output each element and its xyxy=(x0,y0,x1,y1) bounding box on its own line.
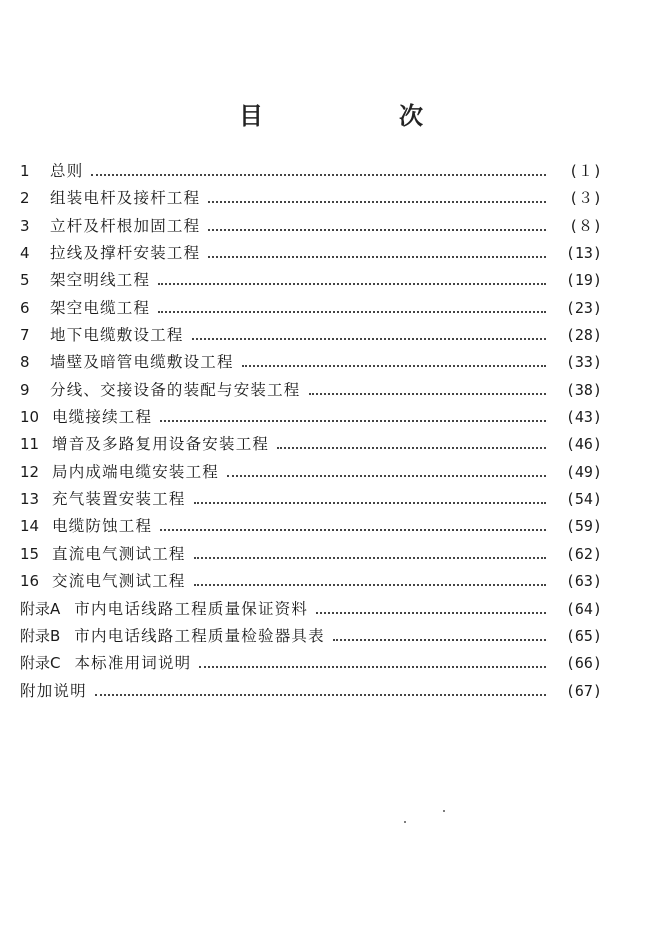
toc-entry-appendix-c[interactable] xyxy=(20,650,602,677)
toc-entry-title: 附加说明 xyxy=(20,681,87,700)
toc-entry-number: 14 xyxy=(20,517,40,536)
dot-leader xyxy=(194,556,546,559)
toc-entry-page: (38) xyxy=(565,380,602,399)
toc-entry-number: 8 xyxy=(20,353,30,372)
toc-entry-title: 电缆接续工程 xyxy=(52,408,153,427)
toc-entry-16[interactable] xyxy=(20,568,602,595)
toc-entry-title: 地下电缆敷设工程 xyxy=(50,326,184,345)
toc-entry-title: 架空明线工程 xyxy=(50,271,151,290)
toc-entry-page: (54) xyxy=(565,490,602,509)
toc-entry-number: 11 xyxy=(20,435,40,454)
dot-leader xyxy=(316,611,546,614)
toc-entry-page: (13) xyxy=(565,244,602,263)
toc-entry-15[interactable] xyxy=(20,541,602,568)
toc-entry-number: 12 xyxy=(20,462,40,481)
toc-entry-14[interactable] xyxy=(20,513,602,540)
dot-leader xyxy=(199,665,546,668)
dot-leader xyxy=(194,583,546,586)
toc-entry-page: (64) xyxy=(565,599,602,618)
toc-entry-title: 市内电话线路工程质量检验器具表 xyxy=(74,626,325,645)
toc-entry-7[interactable] xyxy=(20,322,602,349)
toc-entry-13[interactable] xyxy=(20,486,602,513)
toc-entry-title: 分线、交接设备的装配与安装工程 xyxy=(50,380,301,399)
dot-leader xyxy=(242,364,546,367)
toc-entry-page: (62) xyxy=(565,544,602,563)
toc-entry-number: 附录C xyxy=(20,654,61,673)
dot-leader xyxy=(192,337,546,340)
toc-entry-page: (28) xyxy=(565,326,602,345)
toc-entry-page: (46) xyxy=(565,435,602,454)
toc-entry-number: 4 xyxy=(20,244,30,263)
toc-entry-page: (67) xyxy=(565,681,602,700)
toc-entry-page: (43) xyxy=(565,408,602,427)
toc-entry-number: 13 xyxy=(20,490,40,509)
toc-entry-1[interactable] xyxy=(20,158,602,185)
dot-leader xyxy=(227,474,546,477)
dot-leader xyxy=(208,228,546,231)
dot-leader xyxy=(95,693,546,696)
toc-entry-number: 7 xyxy=(20,326,30,345)
toc-entry-page: (33) xyxy=(565,353,602,372)
toc-entry-9[interactable] xyxy=(20,377,602,404)
dot-leader xyxy=(208,255,546,258)
toc-entry-title: 交流电气测试工程 xyxy=(52,572,186,591)
scan-speck xyxy=(443,810,445,812)
toc-entry-page: (19) xyxy=(565,271,602,290)
toc-entry-page: (59) xyxy=(565,517,602,536)
toc-entry-number: 2 xyxy=(20,189,30,208)
toc-entry-number: 5 xyxy=(20,271,30,290)
toc-entry-page: (３) xyxy=(568,189,602,208)
toc-entry-number: 15 xyxy=(20,544,40,563)
toc-entry-title: 本标准用词说明 xyxy=(74,654,192,673)
toc-entry-number: 附录B xyxy=(20,626,61,645)
toc-entry-number: 9 xyxy=(20,380,30,399)
toc-entry-number: 10 xyxy=(20,408,40,427)
toc-entry-number: 1 xyxy=(20,162,30,180)
toc-entry-page: (66) xyxy=(565,654,602,673)
dot-leader xyxy=(158,282,546,285)
dot-leader xyxy=(160,528,546,531)
toc-entry-title: 组装电杆及接杆工程 xyxy=(50,189,201,208)
toc-entry-number: 6 xyxy=(20,298,30,317)
toc-entry-3[interactable] xyxy=(20,213,602,240)
dot-leader xyxy=(208,200,546,203)
toc-entry-title: 架空电缆工程 xyxy=(50,298,151,317)
toc-entry-4[interactable] xyxy=(20,240,602,267)
toc-entry-number: 3 xyxy=(20,216,30,235)
dot-leader xyxy=(333,638,546,641)
toc-entry-title: 立杆及杆根加固工程 xyxy=(50,216,201,235)
toc-entry-title: 局内成端电缆安装工程 xyxy=(52,462,220,481)
toc-entry-5[interactable] xyxy=(20,267,602,294)
dot-leader xyxy=(91,173,546,176)
toc-entry-title: 充气装置安装工程 xyxy=(52,490,186,509)
toc-entry-8[interactable] xyxy=(20,349,602,376)
toc-entry-number: 附录A xyxy=(20,599,61,618)
dot-leader xyxy=(194,501,546,504)
dot-leader xyxy=(309,392,546,395)
toc-entry-title: 增音及多路复用设备安装工程 xyxy=(52,435,270,454)
toc-entry-appendix-b[interactable] xyxy=(20,623,602,650)
toc-entry-10[interactable] xyxy=(20,404,602,431)
toc-entry-title: 电缆防蚀工程 xyxy=(52,517,153,536)
toc-entry-title: 拉线及撑杆安装工程 xyxy=(50,244,201,263)
toc-entry-title: 市内电话线路工程质量保证资料 xyxy=(74,599,309,618)
toc-entry-appendix-a[interactable] xyxy=(20,596,602,623)
dot-leader xyxy=(160,419,546,422)
scan-speck xyxy=(404,821,406,823)
page-title: 目 次 xyxy=(239,102,479,130)
toc-entry-6[interactable] xyxy=(20,295,602,322)
toc-entry-additional-notes[interactable] xyxy=(20,678,602,705)
toc-entry-title: 总则 xyxy=(50,162,84,180)
toc-entry-page: (１) xyxy=(568,162,602,180)
dot-leader xyxy=(277,446,546,449)
toc-entry-12[interactable] xyxy=(20,459,602,486)
toc-entry-2[interactable] xyxy=(20,185,602,212)
toc-entry-page: (23) xyxy=(565,298,602,317)
toc-entry-page: (８) xyxy=(568,216,602,235)
toc-entry-title: 墙壁及暗管电缆敷设工程 xyxy=(50,353,234,372)
toc-entry-page: (63) xyxy=(565,572,602,591)
table-of-contents xyxy=(20,158,602,705)
toc-entry-11[interactable] xyxy=(20,431,602,458)
toc-entry-title: 直流电气测试工程 xyxy=(52,544,186,563)
dot-leader xyxy=(158,310,546,313)
toc-entry-page: (65) xyxy=(565,626,602,645)
toc-entry-page: (49) xyxy=(565,462,602,481)
toc-entry-number: 16 xyxy=(20,572,40,591)
